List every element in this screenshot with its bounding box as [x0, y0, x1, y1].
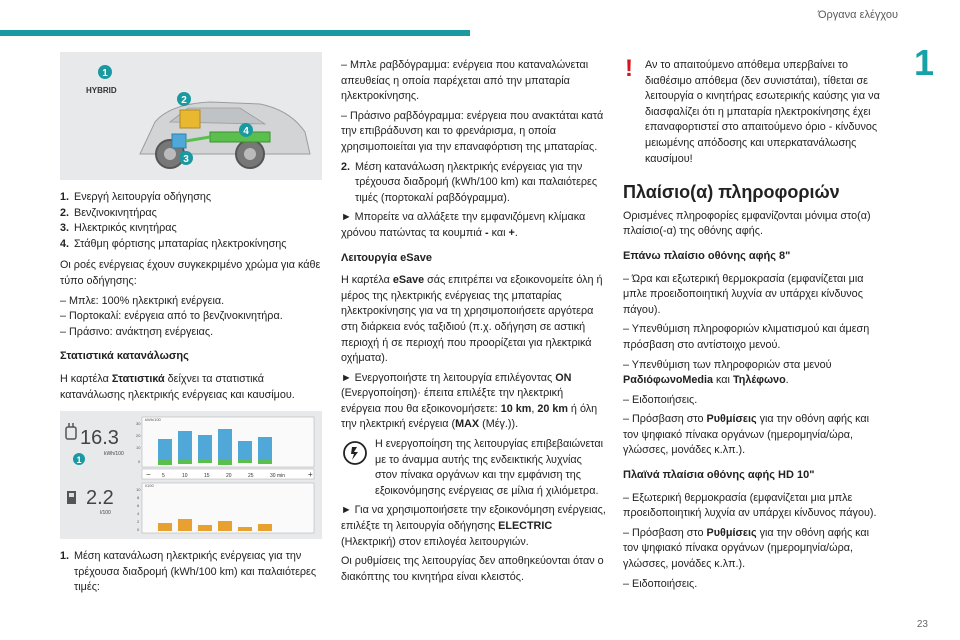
- figure1-legend: [60, 190, 322, 252]
- top-panel-item: – Ειδοποιήσεις.: [623, 393, 698, 406]
- activate-post: (Ενεργοποίηση)· έπειτα επιλέξτε την ηλεκτρική ενέργεια που θα εξοικονομήσετε:: [341, 387, 564, 415]
- stats-callout: 1: [76, 455, 82, 466]
- legend-num: 2.: [60, 206, 70, 219]
- green-bar: [238, 459, 252, 463]
- info-panels-heading: Πλαίσιο(α) πληροφοριών: [623, 182, 840, 203]
- green-bar: [178, 459, 192, 464]
- blue-bar: [238, 441, 252, 459]
- legend-text: Ηλεκτρικός κινητήρας: [74, 222, 177, 235]
- exclamation-icon: !: [625, 55, 633, 82]
- orange-bar: [198, 525, 212, 531]
- access2-post: για την οθόνη αφής και τον ψηφιακό πίνακα οργάνων (ημερομηνία/ώρα, γλώσσες, μονάδες κ.λπ.).: [623, 526, 870, 571]
- x-tick: 15: [204, 473, 210, 480]
- green-bar: [198, 459, 212, 463]
- scale-post: .: [514, 226, 518, 239]
- column-right: [623, 44, 885, 596]
- blue-bar-description: – Μπλε ραβδόγραμμα: ενέργεια που καταναλώνεται απευθείας η οποία παρέχεται από την μπαταρία ηλεκτροκίνησης.: [341, 59, 589, 103]
- callout-3: 3: [183, 154, 189, 165]
- scale-mid: και: [488, 226, 509, 239]
- x-tick: 30 min: [270, 473, 286, 480]
- green-bar-description: – Πράσινο ραβδόγραμμα: ενέργεια που ανακτάται κατά την επιβράδυνση και το φρενάρισμα, η οποία χρησιμοποιείται για την επαναφόρτιση της μπαταρίας.: [341, 109, 604, 153]
- petrol-engine-shape: [180, 110, 200, 128]
- stats-pre: Η καρτέλα: [60, 372, 112, 385]
- activate-pre: ► Ενεργοποιήστε τη λειτουργία επιλέγοντας: [341, 371, 556, 384]
- top-panel-item: [623, 358, 885, 389]
- side-panel-item: – Ειδοποιήσεις.: [623, 577, 698, 590]
- settings-label: Ρυθμίσεις: [706, 413, 757, 426]
- scale-pre: ► Μπορείτε να αλλάξετε την εμφανιζόμενη κλίμακα χρόνου πατώντας τα κουμπιά: [341, 211, 586, 239]
- fuel-consumption-value: 2.2: [86, 487, 114, 510]
- legend-item: [60, 206, 322, 222]
- y-tick: 30: [136, 421, 141, 427]
- hybrid-flow-figure: [60, 52, 322, 180]
- access-pre: – Πρόσβαση στο: [623, 413, 707, 426]
- hybrid-label: HYBRID: [86, 86, 117, 95]
- access2-pre: – Πρόσβαση στο: [623, 526, 707, 539]
- phone-label: Τηλέφωνο: [732, 374, 786, 387]
- fuel-pump-icon: [67, 491, 76, 504]
- fuel-consumption-unit: l/100: [100, 510, 111, 517]
- radio-media-label: ΡαδιόφωνοMedia: [623, 374, 714, 387]
- y-tick: 0: [138, 459, 141, 465]
- orange-bar: [258, 524, 272, 531]
- x-tick: 5: [162, 473, 165, 480]
- energy-color-item: – Πορτοκαλί: ενέργεια από το βενζινοκινητήρα.: [60, 310, 283, 323]
- energy-color-list: [60, 294, 322, 341]
- use-pre: ► Για να χρησιμοποιήσετε την εξοικονόμηση ενέργειας, επιλέξτε τη λειτουργία οδήγησης: [341, 504, 606, 533]
- electric-motor-shape: [172, 134, 186, 148]
- y-tick: 20: [136, 433, 141, 439]
- esave-indicator-icon: [341, 439, 369, 467]
- blue-bar: [158, 439, 172, 459]
- warning-block: [623, 55, 885, 171]
- legend-num: 2.: [341, 160, 351, 173]
- stats-heading: Στατιστικά κατανάλωσης: [60, 350, 189, 363]
- reminder-pre: – Υπενθύμιση των πληροφοριών στα μενού: [623, 358, 832, 371]
- callout-2: 2: [181, 95, 187, 106]
- km20-label: 20 km: [537, 402, 568, 415]
- esave-post: σάς επιτρέπει να εξοικονομείτε όλη ή μέρος της ηλεκτρικής ενέργειας της μπαταρίας ηλεκτροκίνησης για να τη χρησιμοποιήσετε αργότερα στη διάρκεια ενός ταξιδιού (π.χ. οδήγηση σε αστική περιοχή ή σε περιοχή που προορίζεται για ηλεκτρικά οχήματα).: [341, 274, 603, 365]
- legend-text: Μέση κατανάλωση ηλεκτρικής ενέργειας για την τρέχουσα διαδρομή (kWh/100 km) και παλαιότερες τιμές:: [74, 550, 317, 594]
- y-tick: 8: [137, 495, 140, 501]
- esave-activate-paragraph: [341, 371, 606, 433]
- legend-num: 4.: [60, 237, 70, 250]
- column-middle: [341, 58, 606, 589]
- legend-item: [60, 237, 322, 253]
- esave-settings-note: Οι ρυθμίσεις της λειτουργίας δεν αποθηκεύονται όταν ο διακόπτης του κινητήρα είναι κλειστός.: [341, 555, 604, 583]
- blue-bar: [178, 431, 192, 459]
- chapter-number: 1: [913, 42, 934, 83]
- top-panel-item: – Ώρα και εξωτερική θερμοκρασία (εμφανίζεται μια μπλε προειδοποιητική λυχνία αν υπάρχει κίνδυνος πάγου).: [623, 272, 864, 316]
- orange-bar: [158, 523, 172, 531]
- energy-color-item: – Μπλε: 100% ηλεκτρική ενέργεια.: [60, 294, 225, 307]
- orange-bar: [218, 521, 232, 531]
- legend-item-2: [341, 160, 606, 207]
- y-tick: 0: [137, 527, 140, 533]
- callout-1: 1: [102, 68, 108, 79]
- blue-bar: [218, 429, 232, 459]
- green-bar: [258, 459, 272, 464]
- stats-bold: Στατιστικά: [111, 372, 165, 385]
- time-scale-instruction: [341, 210, 606, 241]
- legend-item: [60, 221, 322, 237]
- comma: ,: [531, 402, 538, 415]
- confirm-block: [341, 437, 606, 503]
- esave-heading: Λειτουργία eSave: [341, 251, 432, 264]
- x-tick: 25: [248, 473, 254, 480]
- header-accent-bar: [0, 30, 470, 36]
- side-panel-item: [623, 526, 885, 573]
- plug-icon: [66, 423, 76, 439]
- consumption-stats-illustration: [60, 411, 322, 539]
- esave-paragraph: [341, 273, 606, 367]
- legend-num: 3.: [60, 222, 70, 235]
- esave-use-paragraph: [341, 503, 606, 550]
- legend-text: Βενζινοκινητήρας: [74, 206, 157, 219]
- esave-confirm-text: Η ενεργοποίηση της λειτουργίας επιβεβαιώνεται με το άναμμα αυτής της ενδεικτικής λυχνίας στον πίνακα οργάνων και την εμφάνιση της εξοικονόμησης ενέργειας σε μίλια ή χιλιόμετρα.: [375, 438, 604, 497]
- energy-intro: Οι ροές ενέργειας έχουν συγκεκριμένο χρώμα για κάθε τύπο οδήγησης:: [60, 259, 321, 287]
- blue-bar: [258, 437, 272, 459]
- max-label: MAX: [455, 418, 480, 431]
- stats-post: δείχνει τα στατιστικά κατανάλωσης ηλεκτρικής ενέργειας και καυσίμου.: [60, 372, 295, 401]
- x-tick: 10: [182, 473, 188, 480]
- legend-num: 1.: [60, 191, 70, 203]
- rear-wheel-hub: [244, 148, 256, 160]
- y-tick: 10: [136, 445, 141, 451]
- blue-bar: [198, 435, 212, 459]
- scale-plus-glyph: +: [308, 470, 313, 480]
- y-tick: 10: [136, 487, 141, 493]
- electric-consumption-unit: kWh/100: [104, 451, 124, 458]
- y-tick: 2: [137, 519, 140, 525]
- km10-label: 10 km: [500, 402, 532, 415]
- column-left: [60, 44, 322, 596]
- on-label: ON: [555, 371, 572, 384]
- legend-num: 1.: [60, 550, 70, 563]
- green-bar: [218, 459, 232, 465]
- front-wheel-hub: [164, 148, 176, 160]
- y-tick: 6: [137, 503, 140, 509]
- warning-text: Αν το απαιτούμενο απόθεμα υπερβαίνει το διαθέσιμο απόθεμα (δεν συνιστάται), τίθεται σε λειτουργία ο κινητήρας εσωτερικής καύσης για να διασφαλίζει ότι η μπαταρία ηλεκτροκίνησης έχει επαναφορτιστεί στο απαιτούμενο όριο - κίνδυνος μειωμένης απόδοσης και υπερκατανάλωσης καυσίμου!: [645, 59, 880, 165]
- legend-text: Ενεργή λειτουργία οδήγησης: [74, 191, 212, 203]
- page-header-title: Όργανα ελέγχου: [818, 9, 898, 21]
- hybrid-flow-illustration: [60, 52, 322, 180]
- plus-key: +: [508, 226, 515, 239]
- max-post: (Μέγ.)).: [479, 418, 519, 431]
- green-bar: [158, 459, 172, 465]
- reminder-mid: και: [713, 374, 733, 387]
- electric-bars-unit: kWh/100: [145, 417, 161, 423]
- electric-consumption-value: 16.3: [80, 427, 119, 450]
- orange-bar: [238, 527, 252, 531]
- stats-paragraph: [60, 372, 322, 403]
- esave-pre: Η καρτέλα: [341, 274, 393, 287]
- consumption-stats-figure: [60, 411, 322, 539]
- top-panel-heading: Επάνω πλαίσιο οθόνης αφής 8": [623, 249, 791, 262]
- or-text: ή όλη την ηλεκτρική ενέργεια (: [341, 402, 598, 431]
- legend-item: [60, 190, 322, 206]
- settings-label-2: Ρυθμίσεις: [706, 526, 757, 539]
- minus-key: -: [485, 226, 489, 239]
- esave-bold: eSave: [392, 274, 425, 287]
- electric-label: ELECTRIC: [498, 520, 553, 533]
- orange-bar: [178, 519, 192, 531]
- side-panel-item: – Εξωτερική θερμοκρασία (εμφανίζεται μια μπλε προειδοποιητική λυχνία αν υπάρχει κίνδυνος πάγου).: [623, 491, 877, 520]
- energy-color-item: – Πράσινο: ανάκτηση ενέργειας.: [60, 325, 214, 338]
- y-tick: 4: [137, 511, 140, 517]
- fuel-bars-unit: l/100: [145, 483, 154, 489]
- top-panel-item: [623, 412, 885, 459]
- top-panel-item: – Υπενθύμιση πληροφοριών κλιματισμού και άμεση πρόσβαση στο αντίστοιχο μενού.: [623, 323, 870, 351]
- legend-text: Μέση κατανάλωση ηλεκτρικής ενέργειας για την τρέχουσα διαδρομή (kWh/100 km) και παλαιότερες τιμές (πορτοκαλί ραβδόγραμμα).: [355, 160, 598, 204]
- side-panels-heading: Πλαϊνά πλαίσια οθόνης αφής HD 10": [623, 469, 815, 482]
- page-number: 23: [916, 619, 928, 630]
- use-post: (Ηλεκτρική) στον επιλογέα λειτουργιών.: [341, 535, 529, 548]
- callout-4: 4: [243, 126, 249, 137]
- scale-minus-glyph: −: [146, 470, 151, 480]
- x-tick: 20: [226, 473, 232, 480]
- legend-text: Στάθμη φόρτισης μπαταρίας ηλεκτροκίνησης: [74, 237, 287, 250]
- figure2-legend-item: [60, 549, 322, 596]
- access-post: για την οθόνη αφής και τον ψηφιακό πίνακα οργάνων (ημερομηνία/ώρα, γλώσσες, μονάδες κ.λπ.).: [623, 413, 870, 457]
- info-panels-intro: Ορισμένες πληροφορίες εμφανίζονται μόνιμα στο(α) πλαίσιο(-α) της οθόνης αφής.: [623, 209, 871, 238]
- reminder-post: .: [785, 374, 789, 387]
